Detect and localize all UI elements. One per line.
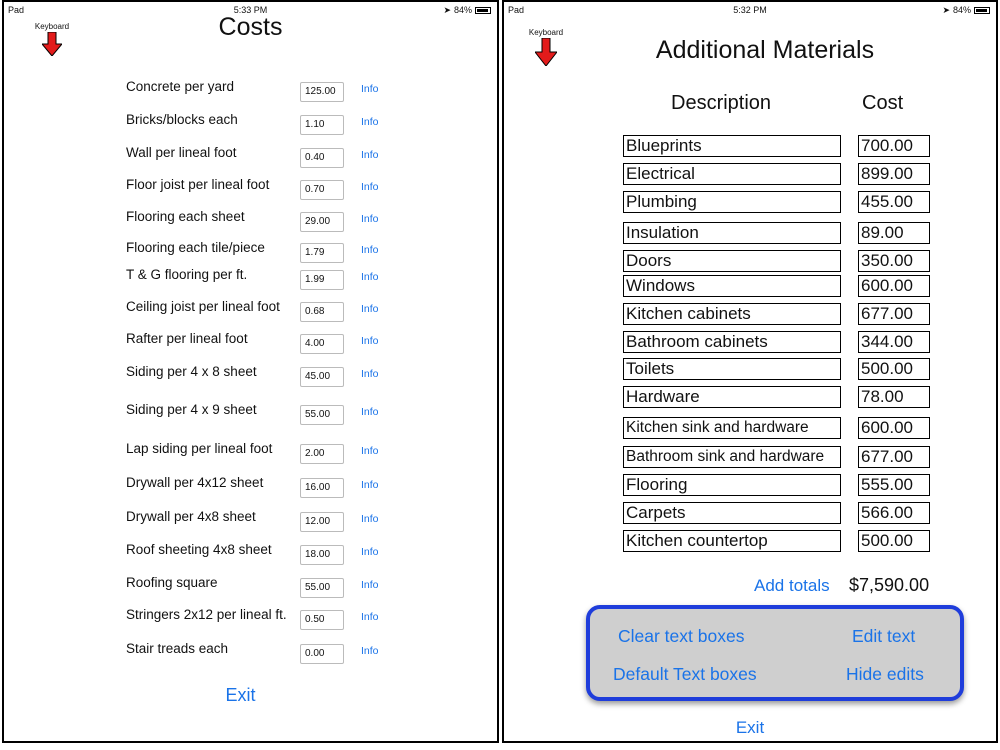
location-icon: ➤	[942, 5, 950, 15]
material-description-input[interactable]: Windows	[623, 275, 841, 297]
material-cost-input[interactable]: 677.00	[858, 446, 930, 468]
cost-label: Drywall per 4x8 sheet	[126, 509, 256, 524]
cost-row	[4, 509, 497, 533]
info-button[interactable]: Info	[361, 149, 379, 161]
cost-label: Siding per 4 x 9 sheet	[126, 402, 257, 417]
cost-input[interactable]: 1.79	[300, 243, 344, 263]
cost-input[interactable]: 2.00	[300, 444, 344, 464]
cost-input[interactable]: 125.00	[300, 82, 344, 102]
material-cost-input[interactable]: 677.00	[858, 303, 930, 325]
exit-button[interactable]: Exit	[225, 685, 256, 705]
cost-label: T & G flooring per ft.	[126, 267, 248, 282]
edit-controls-box	[586, 605, 964, 701]
cost-label: Stair treads each	[126, 641, 229, 656]
cost-input[interactable]: 18.00	[300, 545, 344, 565]
cost-row	[4, 267, 497, 291]
cost-label: Floor joist per lineal foot	[126, 177, 270, 192]
info-button[interactable]: Info	[361, 479, 379, 491]
cost-row	[4, 240, 497, 264]
cost-label: Flooring each tile/piece	[126, 240, 265, 255]
page-title: Additional Materials	[655, 36, 875, 64]
info-button[interactable]: Info	[361, 445, 379, 457]
add-totals-button[interactable]: Add totals	[754, 576, 830, 595]
material-description-input[interactable]: Flooring	[623, 474, 841, 496]
material-description-input[interactable]: Bathroom cabinets	[623, 331, 841, 353]
keyboard-label: Keyboard	[34, 22, 70, 31]
info-button[interactable]: Info	[361, 116, 379, 128]
info-button[interactable]: Info	[361, 335, 379, 347]
cost-input[interactable]: 55.00	[300, 405, 344, 425]
cost-label: Rafter per lineal foot	[126, 331, 248, 346]
material-description-input[interactable]: Kitchen cabinets	[623, 303, 841, 325]
material-description-input[interactable]: Hardware	[623, 386, 841, 408]
cost-label: Roof sheeting 4x8 sheet	[126, 542, 272, 557]
material-cost-input[interactable]: 500.00	[858, 358, 930, 380]
clear-text-boxes-button[interactable]: Clear text boxes	[618, 626, 745, 646]
cost-row	[4, 402, 497, 426]
material-description-input[interactable]: Insulation	[623, 222, 841, 244]
cost-input[interactable]: 0.50	[300, 610, 344, 630]
material-description-input[interactable]: Plumbing	[623, 191, 841, 213]
materials-panel	[502, 0, 998, 743]
material-description-input[interactable]: Kitchen sink and hardware	[623, 417, 841, 439]
material-description-input[interactable]: Toilets	[623, 358, 841, 380]
cost-row	[4, 364, 497, 388]
page-title: Costs	[218, 13, 283, 41]
cost-input[interactable]: 0.00	[300, 644, 344, 664]
cost-input[interactable]: 0.40	[300, 148, 344, 168]
exit-button[interactable]: Exit	[735, 718, 765, 737]
info-button[interactable]: Info	[361, 513, 379, 525]
cost-row	[4, 209, 497, 233]
cost-row	[4, 475, 497, 499]
cost-label: Drywall per 4x12 sheet	[126, 475, 264, 490]
material-cost-input[interactable]: 78.00	[858, 386, 930, 408]
cost-input[interactable]: 0.70	[300, 180, 344, 200]
cost-input[interactable]: 16.00	[300, 478, 344, 498]
cost-input[interactable]: 1.10	[300, 115, 344, 135]
cost-row	[4, 331, 497, 355]
default-text-boxes-button[interactable]: Default Text boxes	[613, 664, 757, 684]
info-button[interactable]: Info	[361, 645, 379, 657]
material-cost-input[interactable]: 500.00	[858, 530, 930, 552]
cost-input[interactable]: 55.00	[300, 578, 344, 598]
material-cost-input[interactable]: 899.00	[858, 163, 930, 185]
material-cost-input[interactable]: 700.00	[858, 135, 930, 157]
cost-input[interactable]: 4.00	[300, 334, 344, 354]
info-button[interactable]: Info	[361, 368, 379, 380]
info-button[interactable]: Info	[361, 611, 379, 623]
description-header: Description	[671, 92, 772, 114]
material-cost-input[interactable]: 600.00	[858, 275, 930, 297]
cost-label: Concrete per yard	[126, 79, 235, 94]
material-description-input[interactable]: Kitchen countertop	[623, 530, 841, 552]
cost-row	[4, 299, 497, 323]
material-cost-input[interactable]: 344.00	[858, 331, 930, 353]
total-value: $7,590.00	[849, 575, 930, 595]
cost-row	[4, 542, 497, 566]
material-cost-input[interactable]: 350.00	[858, 250, 930, 272]
cost-input[interactable]: 0.68	[300, 302, 344, 322]
cost-input[interactable]: 45.00	[300, 367, 344, 387]
hide-edits-button[interactable]: Hide edits	[846, 664, 924, 684]
info-button[interactable]: Info	[361, 213, 379, 225]
battery-percent: 84%	[453, 5, 472, 15]
status-bar	[504, 4, 996, 16]
cost-label: Flooring each sheet	[126, 209, 245, 224]
carrier-label: Pad	[508, 5, 525, 15]
cost-input[interactable]: 12.00	[300, 512, 344, 532]
material-description-input[interactable]: Blueprints	[623, 135, 841, 157]
material-cost-input[interactable]: 89.00	[858, 222, 930, 244]
info-button[interactable]: Info	[361, 244, 379, 256]
info-button[interactable]: Info	[361, 406, 379, 418]
material-description-input[interactable]: Doors	[623, 250, 841, 272]
cost-label: Stringers 2x12 per lineal ft.	[126, 607, 287, 622]
cost-input[interactable]: 29.00	[300, 212, 344, 232]
cost-header: Cost	[862, 92, 904, 114]
material-description-input[interactable]: Bathroom sink and hardware	[623, 446, 841, 468]
keyboard-label: Keyboard	[528, 28, 564, 37]
info-button[interactable]: Info	[361, 83, 379, 95]
edit-text-button[interactable]: Edit text	[852, 626, 916, 646]
cost-row	[4, 177, 497, 201]
info-button[interactable]: Info	[361, 546, 379, 558]
info-button[interactable]: Info	[361, 579, 379, 591]
info-button[interactable]: Info	[361, 271, 379, 283]
info-button[interactable]: Info	[361, 303, 379, 315]
battery-percent: 84%	[952, 5, 971, 15]
cost-row	[4, 145, 497, 169]
material-cost-input[interactable]: 566.00	[858, 502, 930, 524]
cost-row	[4, 607, 497, 631]
cost-input[interactable]: 1.99	[300, 270, 344, 290]
material-description-input[interactable]: Carpets	[623, 502, 841, 524]
cost-label: Wall per lineal foot	[126, 145, 237, 160]
cost-label: Siding per 4 x 8 sheet	[126, 364, 257, 379]
battery-icon	[974, 7, 990, 14]
cost-row	[4, 112, 497, 136]
location-icon: ➤	[443, 5, 451, 15]
material-cost-input[interactable]: 455.00	[858, 191, 930, 213]
cost-row	[4, 641, 497, 665]
status-time: 5:33 PM	[233, 5, 268, 15]
cost-label: Ceiling joist per lineal foot	[126, 299, 280, 314]
info-button[interactable]: Info	[361, 181, 379, 193]
material-cost-input[interactable]: 600.00	[858, 417, 930, 439]
costs-panel	[2, 0, 499, 743]
cost-label: Lap siding per lineal foot	[126, 441, 273, 456]
cost-row	[4, 575, 497, 599]
material-cost-input[interactable]: 555.00	[858, 474, 930, 496]
cost-row	[4, 441, 497, 465]
cost-label: Roofing square	[126, 575, 218, 590]
carrier-label: Pad	[8, 5, 25, 15]
material-description-input[interactable]: Electrical	[623, 163, 841, 185]
cost-label: Bricks/blocks each	[126, 112, 238, 127]
cost-row	[4, 79, 497, 103]
status-time: 5:32 PM	[733, 5, 767, 15]
